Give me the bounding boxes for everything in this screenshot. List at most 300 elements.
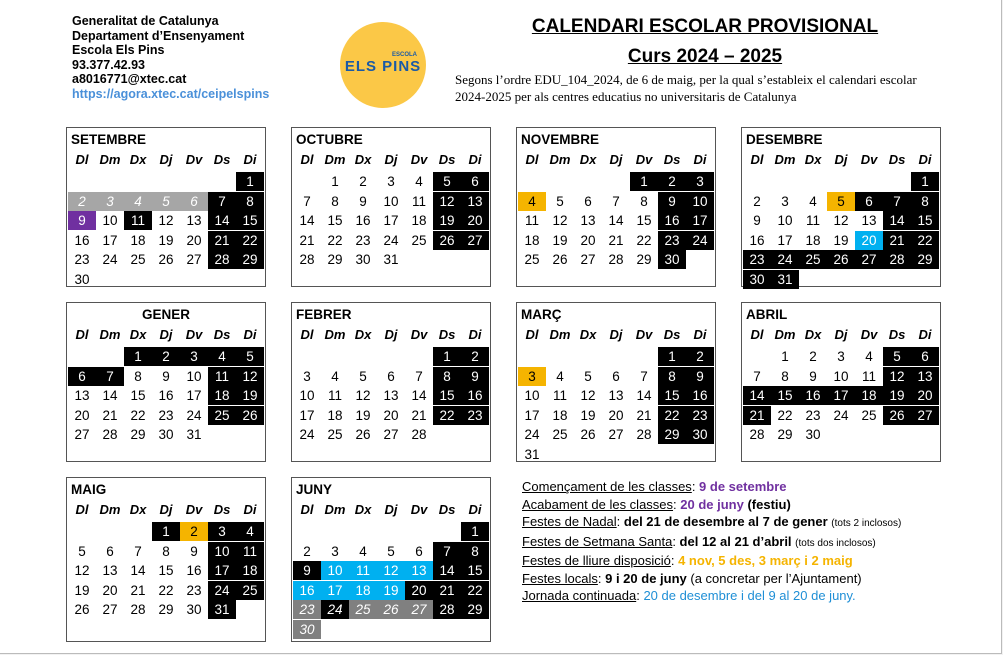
day-cell: 3 bbox=[781, 193, 789, 209]
weekday-label: Di bbox=[918, 327, 932, 342]
day-cell: 4 bbox=[124, 192, 152, 211]
weekday-label: Dj bbox=[159, 502, 173, 517]
day-cell: 30 bbox=[158, 427, 174, 442]
month-name: OCTUBRE bbox=[296, 132, 363, 147]
day-cell: 7 bbox=[303, 193, 311, 209]
weekday-label: Dl bbox=[75, 152, 89, 167]
weekday-label: Dm bbox=[324, 327, 346, 342]
day-cell: 29 bbox=[636, 252, 652, 267]
day-cell: 9 bbox=[809, 368, 817, 384]
day-cell: 5 bbox=[359, 368, 367, 384]
month-novembre bbox=[516, 127, 716, 287]
day-cell: 28 bbox=[208, 250, 236, 269]
day-cell: 24 bbox=[208, 581, 236, 600]
day-cell: 25 bbox=[799, 250, 827, 269]
day-cell: 1 bbox=[433, 347, 461, 366]
day-cell: 20 bbox=[580, 232, 596, 248]
day-cell: 15 bbox=[771, 386, 799, 405]
legend-continuous: Jornada continuada: 20 de desembre i del 9 al 20 de juny. bbox=[522, 588, 856, 603]
day-cell: 21 bbox=[636, 407, 652, 423]
school-logo bbox=[340, 22, 426, 108]
day-cell: 4 bbox=[331, 368, 339, 384]
day-cell: 14 bbox=[208, 211, 236, 230]
day-cell: 3 bbox=[96, 192, 124, 211]
day-cell: 10 bbox=[777, 213, 793, 228]
day-cell: 12 bbox=[158, 213, 174, 228]
legend-end: Acabament de les classes: 20 de juny (festiu) bbox=[522, 496, 791, 512]
day-cell: 27 bbox=[461, 231, 489, 250]
day-cell: 27 bbox=[383, 427, 399, 442]
day-cell: 24 bbox=[321, 600, 349, 619]
day-cell: 9 bbox=[190, 543, 198, 559]
day-cell: 16 bbox=[186, 563, 202, 578]
day-cell: 26 bbox=[883, 406, 911, 425]
day-cell: 30 bbox=[658, 250, 686, 269]
day-cell: 31 bbox=[208, 600, 236, 619]
day-cell: 24 bbox=[102, 252, 118, 267]
day-cell: 5 bbox=[78, 543, 86, 559]
weekday-label: Dx bbox=[579, 327, 597, 342]
day-cell: 13 bbox=[580, 213, 596, 228]
weekday-label: Dj bbox=[159, 327, 173, 342]
day-cell: 8 bbox=[461, 542, 489, 561]
day-cell: 12 bbox=[552, 213, 568, 228]
day-cell: 20 bbox=[608, 407, 624, 423]
day-cell: 24 bbox=[771, 250, 799, 269]
day-cell: 27 bbox=[102, 602, 118, 617]
day-cell: 17 bbox=[777, 232, 793, 248]
day-cell: 19 bbox=[552, 232, 568, 248]
weekday-label: Dj bbox=[834, 152, 848, 167]
day-cell: 7 bbox=[415, 368, 423, 384]
day-cell: 3 bbox=[180, 347, 208, 366]
day-cell: 8 bbox=[134, 368, 142, 384]
day-cell: 2 bbox=[180, 522, 208, 541]
day-cell: 12 bbox=[355, 388, 371, 403]
day-cell: 8 bbox=[781, 368, 789, 384]
day-cell: 3 bbox=[303, 368, 311, 384]
day-cell: 5 bbox=[433, 172, 461, 191]
day-cell: 2 bbox=[461, 347, 489, 366]
day-cell: 28 bbox=[299, 252, 315, 267]
legend bbox=[522, 478, 901, 605]
day-cell: 12 bbox=[74, 563, 90, 578]
weekday-label: Di bbox=[243, 327, 257, 342]
day-cell: 2 bbox=[68, 192, 96, 211]
day-cell: 11 bbox=[327, 388, 342, 403]
month-name: ABRIL bbox=[746, 307, 788, 322]
weekday-label: Ds bbox=[888, 327, 906, 342]
month-juny bbox=[291, 477, 491, 642]
day-cell: 21 bbox=[883, 231, 911, 250]
weekday-label: Dj bbox=[384, 502, 398, 517]
day-cell: 27 bbox=[186, 252, 202, 267]
weekday-label: Di bbox=[468, 152, 482, 167]
day-cell: 11 bbox=[524, 213, 539, 228]
day-cell: 16 bbox=[658, 211, 686, 230]
weekday-label: Di bbox=[468, 502, 482, 517]
day-cell: 21 bbox=[102, 407, 118, 423]
day-cell: 1 bbox=[152, 522, 180, 541]
day-cell: 28 bbox=[749, 427, 765, 442]
weekday-label: Dl bbox=[75, 327, 89, 342]
weekday-label: Dx bbox=[354, 502, 372, 517]
month-name: NOVEMBRE bbox=[521, 132, 600, 147]
weekday-label: Dm bbox=[99, 152, 121, 167]
day-cell: 24 bbox=[686, 231, 714, 250]
day-cell: 16 bbox=[293, 581, 321, 600]
day-cell: 1 bbox=[236, 172, 264, 191]
weekday-label: Dv bbox=[410, 327, 428, 342]
day-cell: 16 bbox=[749, 232, 765, 248]
day-cell: 4 bbox=[518, 192, 546, 211]
weekday-label: Dj bbox=[609, 152, 623, 167]
day-cell: 29 bbox=[777, 427, 793, 442]
weekday-label: Dv bbox=[860, 327, 878, 342]
day-cell: 30 bbox=[355, 252, 371, 267]
month-febrer bbox=[291, 302, 491, 462]
day-cell: 31 bbox=[771, 270, 799, 289]
day-cell: 30 bbox=[293, 620, 321, 639]
month-name: MARÇ bbox=[521, 307, 562, 322]
day-cell: 18 bbox=[805, 232, 821, 248]
legend-easter: Festes de Setmana Santa: del 12 al 21 d’abril (tots dos inclosos) bbox=[522, 533, 876, 549]
day-cell: 1 bbox=[911, 172, 939, 191]
day-cell: 3 bbox=[686, 172, 714, 191]
month-gener bbox=[66, 302, 266, 462]
day-cell: 14 bbox=[636, 388, 652, 403]
school-email[interactable]: a8016771@xtec.cat bbox=[72, 72, 187, 87]
day-cell: 14 bbox=[130, 563, 146, 578]
weekday-label: Dl bbox=[75, 502, 89, 517]
day-cell: 1 bbox=[630, 172, 658, 191]
day-cell: 22 bbox=[327, 232, 343, 248]
day-cell: 14 bbox=[102, 388, 118, 403]
day-cell: 29 bbox=[236, 250, 264, 269]
day-cell: 4 bbox=[415, 174, 423, 189]
weekday-label: Dm bbox=[774, 152, 796, 167]
day-cell: 12 bbox=[236, 367, 264, 386]
weekday-label: Dj bbox=[834, 327, 848, 342]
day-cell: 7 bbox=[612, 193, 620, 209]
day-cell: 8 bbox=[331, 193, 339, 209]
weekday-label: Dv bbox=[185, 152, 203, 167]
weekday-label: Dl bbox=[750, 152, 764, 167]
school-website-link[interactable]: https://agora.xtec.cat/ceipelspins bbox=[72, 86, 270, 101]
day-cell: 9 bbox=[753, 213, 761, 228]
day-cell: 8 bbox=[640, 193, 648, 209]
day-cell: 9 bbox=[686, 367, 714, 386]
legend-christmas: Festes de Nadal: del 21 de desembre al 7 de gener (tots 2 inclosos) bbox=[522, 514, 902, 529]
weekday-label: Dv bbox=[185, 502, 203, 517]
legend-local: Festes locals: 9 i 20 de juny (a concretar per l’Ajuntament) bbox=[522, 570, 862, 586]
day-cell: 10 bbox=[208, 542, 236, 561]
day-cell: 17 bbox=[186, 388, 202, 403]
day-cell: 18 bbox=[208, 386, 236, 405]
weekday-label: Dm bbox=[549, 327, 571, 342]
day-cell: 25 bbox=[130, 252, 146, 267]
day-cell: 5 bbox=[883, 347, 911, 366]
day-cell: 19 bbox=[236, 386, 264, 405]
weekday-label: Dm bbox=[99, 327, 121, 342]
weekday-label: Dj bbox=[159, 152, 173, 167]
day-cell: 19 bbox=[377, 581, 405, 600]
day-cell: 31 bbox=[186, 427, 202, 442]
day-cell: 8 bbox=[162, 543, 170, 559]
weekday-label: Dx bbox=[129, 152, 147, 167]
day-cell: 13 bbox=[74, 388, 90, 403]
day-cell: 9 bbox=[68, 211, 96, 230]
day-cell: 13 bbox=[861, 213, 877, 228]
day-cell: 16 bbox=[461, 386, 489, 405]
day-cell: 18 bbox=[524, 232, 540, 248]
day-cell: 22 bbox=[433, 406, 461, 425]
day-cell: 26 bbox=[580, 427, 596, 442]
day-cell: 7 bbox=[883, 192, 911, 211]
day-cell: 21 bbox=[743, 406, 771, 425]
day-cell: 6 bbox=[68, 367, 96, 386]
logo-name: ELS PINS bbox=[344, 58, 422, 75]
weekday-label: Dm bbox=[549, 152, 571, 167]
day-cell: 26 bbox=[236, 406, 264, 425]
day-cell: 14 bbox=[433, 561, 461, 580]
day-cell: 7 bbox=[753, 368, 761, 384]
day-cell: 24 bbox=[524, 427, 540, 442]
day-cell: 27 bbox=[580, 252, 596, 267]
day-cell: 7 bbox=[433, 542, 461, 561]
legend-start: Començament de les classes: 9 de setembre bbox=[522, 479, 787, 494]
weekday-label: Dl bbox=[300, 327, 314, 342]
school-line: Escola Els Pins bbox=[72, 43, 165, 58]
day-cell: 13 bbox=[102, 563, 118, 578]
weekday-label: Dx bbox=[354, 327, 372, 342]
day-cell: 2 bbox=[152, 347, 180, 366]
day-cell: 6 bbox=[180, 192, 208, 211]
day-cell: 24 bbox=[299, 427, 315, 442]
day-cell: 20 bbox=[186, 232, 202, 248]
day-cell: 19 bbox=[355, 407, 371, 423]
day-cell: 3 bbox=[387, 174, 395, 189]
day-cell: 8 bbox=[433, 367, 461, 386]
day-cell: 14 bbox=[608, 213, 624, 228]
page-subtitle: Curs 2024 – 2025 bbox=[627, 46, 783, 67]
weekday-label: Ds bbox=[663, 152, 681, 167]
day-cell: 6 bbox=[106, 543, 114, 559]
day-cell: 27 bbox=[74, 427, 90, 442]
day-cell: 10 bbox=[524, 388, 540, 403]
day-cell: 22 bbox=[658, 406, 686, 425]
day-cell: 18 bbox=[349, 581, 377, 600]
day-cell: 7 bbox=[208, 192, 236, 211]
day-cell: 19 bbox=[74, 582, 90, 598]
day-cell: 17 bbox=[321, 581, 349, 600]
day-cell: 30 bbox=[805, 427, 821, 442]
day-cell: 30 bbox=[186, 602, 202, 617]
day-cell: 19 bbox=[158, 232, 174, 248]
day-cell: 7 bbox=[134, 543, 142, 559]
day-cell: 1 bbox=[331, 174, 339, 189]
weekday-label: Di bbox=[243, 152, 257, 167]
day-cell: 16 bbox=[799, 386, 827, 405]
day-cell: 26 bbox=[74, 602, 90, 617]
weekday-label: Dv bbox=[410, 152, 428, 167]
day-cell: 19 bbox=[833, 232, 849, 248]
day-cell: 25 bbox=[552, 427, 568, 442]
weekday-label: Dm bbox=[99, 502, 121, 517]
day-cell: 7 bbox=[640, 368, 648, 384]
day-cell: 25 bbox=[349, 600, 377, 619]
day-cell: 17 bbox=[827, 386, 855, 405]
weekday-label: Dv bbox=[410, 502, 428, 517]
day-cell: 10 bbox=[686, 192, 714, 211]
day-cell: 26 bbox=[433, 231, 461, 250]
weekday-label: Dx bbox=[579, 152, 597, 167]
weekday-label: Di bbox=[468, 327, 482, 342]
day-cell: 3 bbox=[837, 349, 845, 364]
day-cell: 23 bbox=[186, 582, 202, 598]
day-cell: 6 bbox=[387, 368, 395, 384]
day-cell: 10 bbox=[383, 193, 399, 209]
day-cell: 28 bbox=[102, 427, 118, 442]
weekday-label: Dv bbox=[635, 327, 653, 342]
weekday-label: Dm bbox=[324, 152, 346, 167]
day-cell: 7 bbox=[96, 367, 124, 386]
day-cell: 13 bbox=[383, 388, 399, 403]
day-cell: 17 bbox=[383, 213, 399, 228]
day-cell: 6 bbox=[415, 543, 423, 559]
weekday-label: Dv bbox=[185, 327, 203, 342]
weekday-label: Di bbox=[243, 502, 257, 517]
day-cell: 22 bbox=[461, 581, 489, 600]
day-cell: 22 bbox=[236, 231, 264, 250]
day-cell: 28 bbox=[411, 427, 427, 442]
day-cell: 5 bbox=[236, 347, 264, 366]
day-cell: 1 bbox=[461, 522, 489, 541]
day-cell: 18 bbox=[855, 386, 883, 405]
day-cell: 11 bbox=[411, 193, 426, 209]
day-cell: 8 bbox=[658, 367, 686, 386]
day-cell: 3 bbox=[331, 543, 339, 559]
month-name: JUNY bbox=[296, 482, 333, 497]
day-cell: 29 bbox=[461, 600, 489, 619]
weekday-label: Dv bbox=[860, 152, 878, 167]
day-cell: 19 bbox=[580, 407, 596, 423]
weekday-label: Dj bbox=[609, 327, 623, 342]
day-cell: 12 bbox=[433, 192, 461, 211]
day-cell: 4 bbox=[556, 368, 564, 384]
day-cell: 29 bbox=[158, 602, 174, 617]
day-cell: 2 bbox=[753, 193, 761, 209]
day-cell: 29 bbox=[658, 425, 686, 444]
day-cell: 22 bbox=[130, 407, 146, 423]
day-cell: 16 bbox=[74, 232, 90, 248]
day-cell: 2 bbox=[658, 172, 686, 191]
weekday-label: Ds bbox=[663, 327, 681, 342]
day-cell: 20 bbox=[102, 582, 118, 598]
legend-free-days: Festes de lliure disposició: 4 nov, 5 des, 3 març i 2 maig bbox=[522, 553, 853, 568]
day-cell: 17 bbox=[299, 407, 315, 423]
day-cell: 2 bbox=[359, 174, 367, 189]
day-cell: 31 bbox=[383, 252, 399, 267]
day-cell: 28 bbox=[883, 250, 911, 269]
day-cell: 23 bbox=[74, 252, 90, 267]
month-name: SETEMBRE bbox=[71, 132, 147, 147]
day-cell: 13 bbox=[911, 367, 939, 386]
day-cell: 10 bbox=[186, 368, 202, 384]
day-cell: 30 bbox=[686, 425, 714, 444]
school-info bbox=[72, 14, 269, 102]
day-cell: 8 bbox=[236, 192, 264, 211]
month-name: MAIG bbox=[71, 482, 107, 497]
weekday-label: Ds bbox=[213, 152, 231, 167]
month-març bbox=[516, 302, 716, 462]
day-cell: 31 bbox=[524, 446, 540, 462]
day-cell: 25 bbox=[236, 581, 264, 600]
day-cell: 16 bbox=[686, 386, 714, 405]
weekday-label: Ds bbox=[213, 502, 231, 517]
weekday-label: Ds bbox=[213, 327, 231, 342]
day-cell: 16 bbox=[355, 213, 371, 228]
day-cell: 4 bbox=[236, 522, 264, 541]
month-maig bbox=[66, 477, 266, 642]
weekday-label: Dl bbox=[525, 152, 539, 167]
day-cell: 15 bbox=[461, 561, 489, 580]
day-cell: 10 bbox=[833, 368, 849, 384]
weekday-label: Dj bbox=[384, 152, 398, 167]
day-cell: 15 bbox=[911, 211, 939, 230]
school-line: Departament d’Ensenyament bbox=[72, 28, 245, 43]
weekday-label: Dx bbox=[804, 327, 822, 342]
day-cell: 19 bbox=[433, 211, 461, 230]
day-cell: 14 bbox=[883, 211, 911, 230]
day-cell: 12 bbox=[883, 367, 911, 386]
weekday-label: Ds bbox=[438, 502, 456, 517]
day-cell: 12 bbox=[833, 213, 849, 228]
day-cell: 6 bbox=[855, 192, 883, 211]
day-cell: 22 bbox=[911, 231, 939, 250]
month-name: DESEMBRE bbox=[746, 132, 823, 147]
day-cell: 1 bbox=[781, 349, 789, 364]
day-cell: 9 bbox=[658, 192, 686, 211]
weekday-label: Dx bbox=[129, 327, 147, 342]
day-cell: 12 bbox=[580, 388, 596, 403]
day-cell: 21 bbox=[433, 581, 461, 600]
day-cell: 1 bbox=[124, 347, 152, 366]
weekday-label: Dj bbox=[384, 327, 398, 342]
weekday-label: Ds bbox=[438, 152, 456, 167]
weekday-label: Dx bbox=[354, 152, 372, 167]
month-abril bbox=[741, 302, 941, 462]
day-cell: 11 bbox=[861, 368, 876, 384]
day-cell: 1 bbox=[658, 347, 686, 366]
day-cell: 23 bbox=[355, 232, 371, 248]
day-cell: 26 bbox=[827, 250, 855, 269]
day-cell: 23 bbox=[658, 231, 686, 250]
day-cell: 28 bbox=[433, 600, 461, 619]
day-cell: 11 bbox=[124, 211, 152, 230]
day-cell: 19 bbox=[883, 386, 911, 405]
day-cell: 4 bbox=[865, 349, 873, 364]
day-cell: 4 bbox=[359, 543, 367, 559]
day-cell: 20 bbox=[855, 231, 883, 250]
day-cell: 22 bbox=[636, 232, 652, 248]
day-cell: 5 bbox=[584, 368, 592, 384]
weekday-label: Di bbox=[918, 152, 932, 167]
day-cell: 13 bbox=[461, 192, 489, 211]
day-cell: 20 bbox=[405, 581, 433, 600]
weekday-label: Di bbox=[693, 152, 707, 167]
day-cell: 25 bbox=[327, 427, 343, 442]
